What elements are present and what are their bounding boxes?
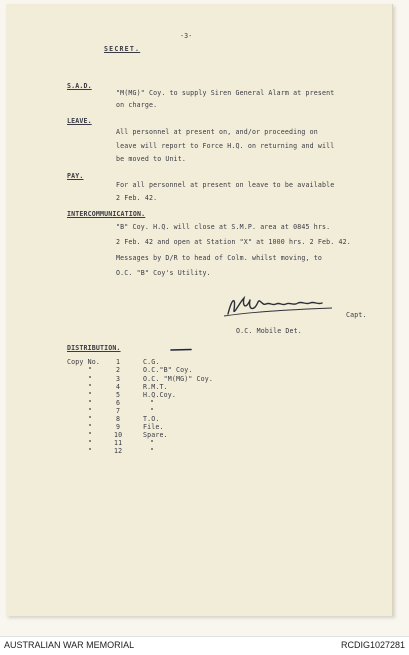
- copy-label: ": [88, 366, 93, 374]
- copy-recipient: ": [150, 447, 155, 455]
- copy-label: ": [88, 415, 93, 423]
- copy-label: ": [88, 407, 93, 415]
- signature-title: O.C. Mobile Det.: [236, 327, 302, 335]
- copy-label: ": [88, 447, 93, 455]
- copy-number: 5: [116, 391, 121, 399]
- footer-record-id: RCDIG1027281: [340, 640, 405, 650]
- copy-label: Copy No.: [67, 358, 100, 366]
- copy-number: 3: [116, 375, 121, 383]
- section-line: "M(MG)" Coy. to supply Siren General Alarm at present: [116, 89, 335, 97]
- section-heading-pay: PAY.: [67, 172, 84, 180]
- section-heading-leave: LEAVE.: [67, 117, 92, 125]
- handwritten-signature: [222, 292, 342, 318]
- copy-number: 6: [116, 399, 121, 407]
- copy-recipient: File.: [143, 423, 164, 431]
- page-number: -3-: [180, 32, 193, 40]
- archive-footer: [0, 636, 409, 655]
- copy-number: 4: [116, 383, 121, 391]
- copy-recipient: H.Q.Coy.: [143, 391, 176, 399]
- copy-label: ": [88, 423, 93, 431]
- copy-number: 1: [116, 358, 121, 366]
- copy-label: ": [88, 383, 93, 391]
- section-heading-intercommunication: INTERCOMMUNICATION.: [67, 210, 146, 218]
- footer-institution: AUSTRALIAN WAR MEMORIAL: [4, 640, 135, 650]
- section-line: All personnel at present on, and/or proceeding on: [116, 128, 318, 136]
- section-line: For all personnel at present on leave to be available: [116, 181, 335, 189]
- copy-recipient: C.G.: [143, 358, 160, 366]
- section-line: Messages by D/R to head of Colm. whilst moving, to: [116, 254, 322, 262]
- distribution-heading: DISTRIBUTION.: [67, 344, 121, 352]
- copy-recipient: T.O.: [143, 415, 160, 423]
- section-line: O.C. "B" Coy's Utility.: [116, 269, 211, 277]
- copy-recipient: O.C."B" Coy.: [143, 366, 193, 374]
- classification-heading: SECRET.: [104, 45, 141, 53]
- copy-recipient: ": [150, 399, 155, 407]
- copy-number: 8: [116, 415, 121, 423]
- copy-label: ": [88, 375, 93, 383]
- copy-number: 9: [116, 423, 121, 431]
- section-line: "B" Coy. H.Q. will close at S.M.P. area at 0845 hrs.: [116, 223, 331, 231]
- copy-recipient: O.C. "M(MG)" Coy.: [143, 375, 214, 383]
- copy-number: 7: [116, 407, 121, 415]
- copy-recipient: Spare.: [143, 431, 168, 439]
- section-heading-sad: S.A.D.: [67, 82, 92, 90]
- copy-number: 11: [114, 439, 123, 447]
- copy-number: 2: [116, 366, 121, 374]
- section-line: 2 Feb. 42 and open at Station "X" at 1000 hrs. 2 Feb. 42.: [116, 238, 351, 246]
- section-line: 2 Feb. 42.: [116, 194, 158, 202]
- copy-label: ": [88, 391, 93, 399]
- copy-recipient: ": [150, 407, 155, 415]
- copy-number: 12: [114, 447, 123, 455]
- ink-mark: [170, 348, 192, 352]
- copy-recipient: R.M.T.: [143, 383, 168, 391]
- section-line: on charge.: [116, 101, 158, 109]
- copy-label: ": [88, 431, 93, 439]
- signature-rank: Capt.: [346, 311, 367, 319]
- copy-recipient: ": [150, 439, 155, 447]
- copy-number: 10: [114, 431, 123, 439]
- section-line: be moved to Unit.: [116, 155, 187, 163]
- copy-label: ": [88, 439, 93, 447]
- section-line: leave will report to Force H.Q. on returning and will: [116, 142, 335, 150]
- copy-label: ": [88, 399, 93, 407]
